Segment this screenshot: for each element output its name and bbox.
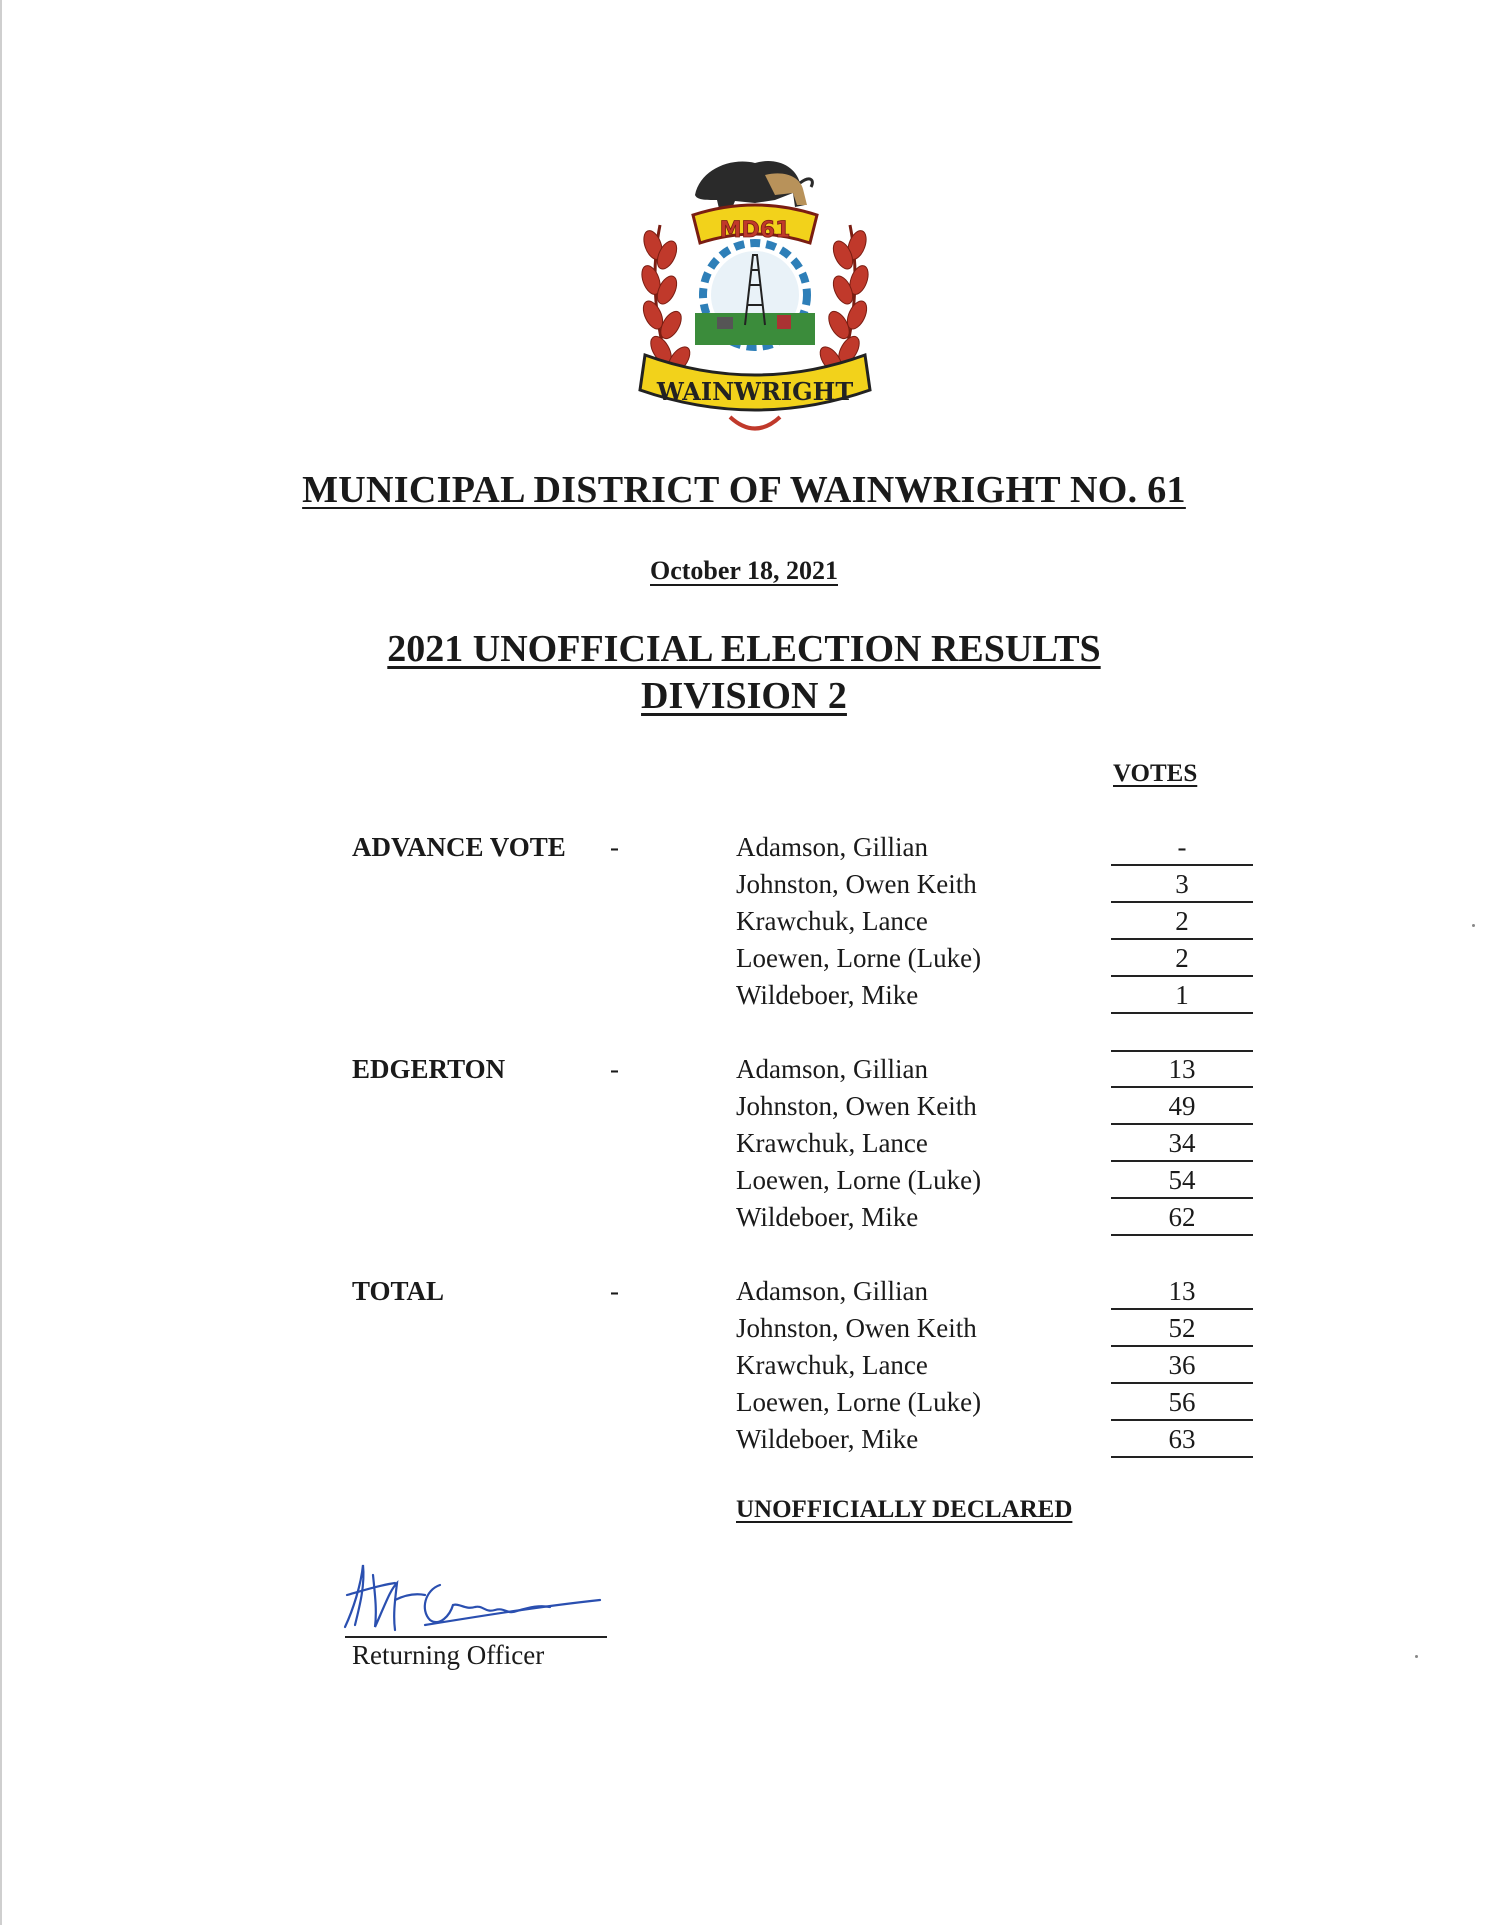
candidate-name: Wildeboer, Mike xyxy=(736,1424,919,1454)
vote-count: 62 xyxy=(1111,1199,1253,1236)
vote-count: 3 xyxy=(1111,866,1253,903)
candidate-name: Wildeboer, Mike xyxy=(736,1202,919,1232)
vote-count: 49 xyxy=(1111,1088,1253,1125)
vote-count: 54 xyxy=(1111,1162,1253,1199)
section-label-total: TOTAL xyxy=(352,1276,445,1306)
candidate-name: Johnston, Owen Keith xyxy=(736,869,977,899)
section-label-edgerton: EDGERTON xyxy=(352,1054,506,1084)
signature-image xyxy=(335,1555,605,1635)
vote-count: 36 xyxy=(1111,1347,1253,1384)
section-dash: - xyxy=(610,832,619,862)
logo-md61-text: MD61 xyxy=(719,218,791,243)
vote-count: 13 xyxy=(1111,1273,1253,1310)
candidate-name: Johnston, Owen Keith xyxy=(736,1313,977,1343)
candidate-name: Johnston, Owen Keith xyxy=(736,1091,977,1121)
candidate-name: Krawchuk, Lance xyxy=(736,906,928,936)
vote-count: 1 xyxy=(1111,977,1253,1014)
scan-speck xyxy=(1472,924,1475,927)
candidate-name: Loewen, Lorne (Luke) xyxy=(736,1387,982,1417)
votes-column-header: VOTES xyxy=(1113,760,1198,787)
candidate-name: Adamson, Gillian xyxy=(736,1054,928,1084)
division-title: DIVISION 2 xyxy=(641,675,847,717)
election-date: October 18, 2021 xyxy=(650,556,838,585)
section-dash: - xyxy=(610,1054,619,1084)
vote-count: - xyxy=(1111,829,1253,866)
vote-count: 56 xyxy=(1111,1384,1253,1421)
vote-count: 2 xyxy=(1111,903,1253,940)
logo-banner-text: WAINWRIGHT xyxy=(656,377,854,406)
vote-count: 63 xyxy=(1111,1421,1253,1458)
candidate-name: Wildeboer, Mike xyxy=(736,980,919,1010)
results-title: 2021 UNOFFICIAL ELECTION RESULTS xyxy=(387,628,1101,670)
candidate-name: Krawchuk, Lance xyxy=(736,1350,928,1380)
candidate-name: Adamson, Gillian xyxy=(736,832,928,862)
vote-count: 52 xyxy=(1111,1310,1253,1347)
section-dash: - xyxy=(610,1276,619,1306)
scan-speck xyxy=(1415,1655,1418,1658)
unofficially-declared-label: UNOFFICIALLY DECLARED xyxy=(736,1496,1073,1523)
section-label-advance: ADVANCE VOTE xyxy=(352,832,566,862)
vote-count: 2 xyxy=(1111,940,1253,977)
candidate-name: Loewen, Lorne (Luke) xyxy=(736,1165,982,1195)
page-edge xyxy=(0,0,2,1925)
candidate-name: Adamson, Gillian xyxy=(736,1276,928,1306)
signature-line xyxy=(345,1636,607,1638)
district-title: MUNICIPAL DISTRICT OF WAINWRIGHT NO. 61 xyxy=(302,469,1186,511)
vote-count: 13 xyxy=(1111,1051,1253,1088)
candidate-name: Loewen, Lorne (Luke) xyxy=(736,943,982,973)
candidate-name: Krawchuk, Lance xyxy=(736,1128,928,1158)
returning-officer-label: Returning Officer xyxy=(352,1640,545,1670)
md61-crest-logo xyxy=(635,155,875,440)
vote-count: 34 xyxy=(1111,1125,1253,1162)
